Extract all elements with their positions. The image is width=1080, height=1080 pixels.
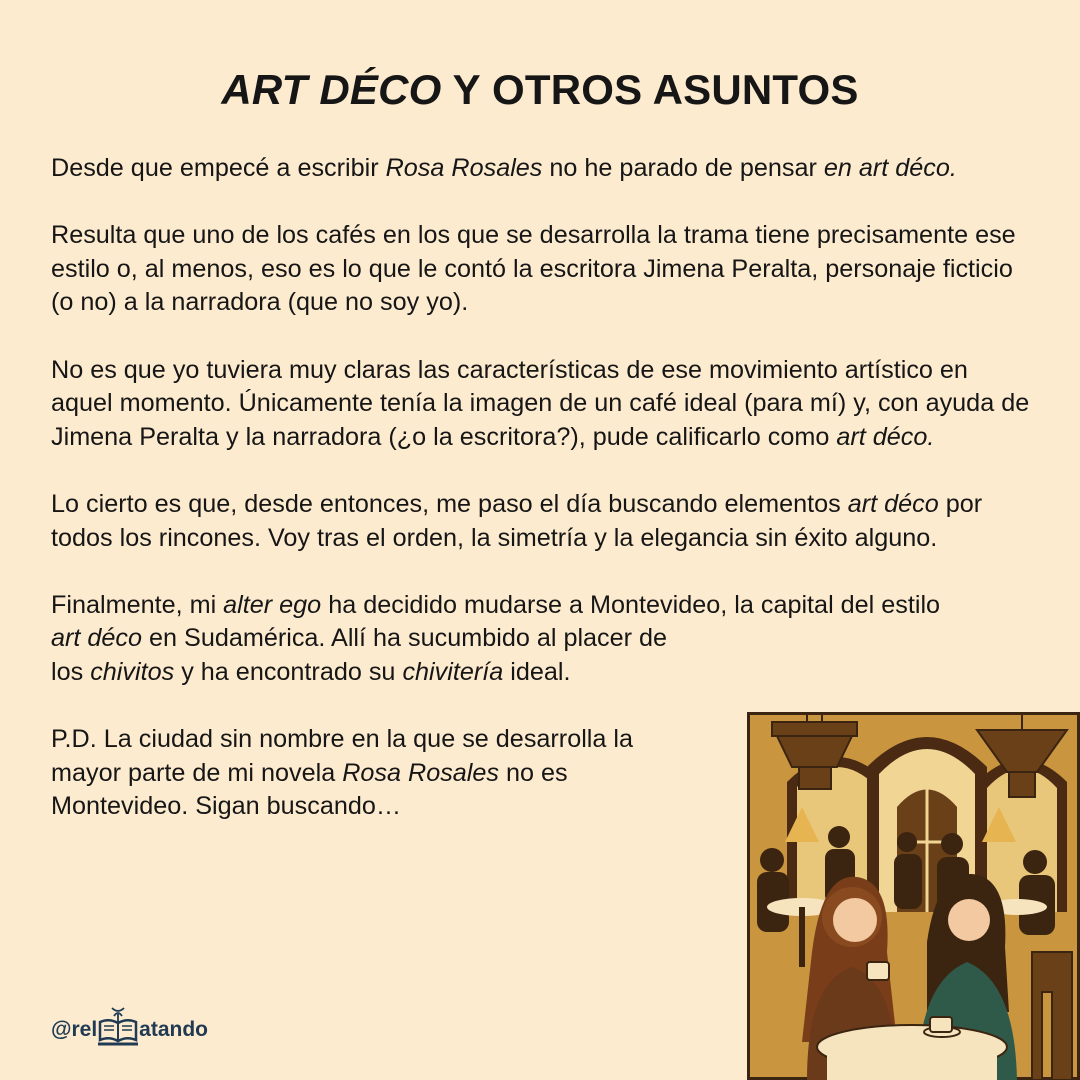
p6-text-d: no es bbox=[499, 758, 568, 787]
p3-text-a: No es que yo tuviera muy claras las características de ese movimiento artístico en aquel momento. Únicamente tenía la imagen de un café ideal (para mí) y, con ayuda de Jimena Peralta y la narradora (¿o la escritora?), pude calificarlo como bbox=[51, 355, 1030, 451]
p6-line-3: Montevideo. Sigan buscando… bbox=[51, 792, 402, 821]
p6-line-1: P.D. La ciudad sin nombre en la que se desarrolla la bbox=[51, 725, 634, 754]
p3-italic-b: art déco. bbox=[836, 422, 935, 451]
p1-text-a: Desde que empecé a escribir bbox=[51, 154, 386, 182]
p1-italic-b: Rosa Rosales bbox=[385, 154, 543, 182]
p5-text-c: ha decidido mudarse a Montevideo, la capital del estilo bbox=[321, 590, 941, 619]
p6-text-b: mayor parte de mi novela bbox=[51, 758, 343, 787]
p6-italic-c: Rosa Rosales bbox=[342, 758, 499, 787]
paragraph-2 bbox=[51, 219, 1031, 320]
p5-text-h: y ha encontrado su bbox=[174, 657, 403, 686]
p1-italic-d: en art déco. bbox=[823, 154, 957, 182]
p4-text-a: Lo cierto es que, desde entonces, me paso el día buscando elementos bbox=[51, 489, 848, 518]
p5-line-1 bbox=[51, 589, 1061, 623]
p5-text-j: ideal. bbox=[503, 657, 571, 686]
p5-italic-i: chivitería bbox=[402, 657, 504, 686]
handle-left: @rel bbox=[51, 1018, 98, 1041]
p2-text: Resulta que uno de los cafés en los que se desarrolla la trama tiene precisamente ese estilo o, al menos, eso es lo que le contó la escritora Jimena Peralta, personaje ficticio (o no) a la narradora (que no soy yo). bbox=[51, 221, 1016, 317]
p5-italic-b: alter ego bbox=[223, 590, 322, 619]
p4-italic-b: art déco bbox=[847, 489, 939, 518]
p5-text-a: Finalmente, mi bbox=[51, 590, 224, 619]
paragraph-5 bbox=[51, 589, 1061, 690]
p4-text-c: por todos los rincones. Voy tras el orden, la simetría y la elegancia sin éxito alguno. bbox=[51, 489, 983, 552]
title-rest: Y OTROS ASUNTOS bbox=[441, 66, 859, 113]
handle-right: atando bbox=[139, 1018, 209, 1041]
page-title bbox=[0, 66, 1080, 114]
p5-italic-d: art déco bbox=[51, 624, 143, 653]
art-deco-cafe-illustration bbox=[747, 712, 1080, 1080]
open-book-icon bbox=[98, 1004, 138, 1046]
p5-text-e: en Sudamérica. Allí ha sucumbido al placer de bbox=[142, 624, 668, 653]
paragraph-3 bbox=[51, 354, 1036, 455]
title-italic: ART DÉCO bbox=[221, 66, 442, 113]
paragraph-4 bbox=[51, 488, 1036, 555]
p1-text-c: no he parado de pensar bbox=[542, 154, 824, 182]
p5-line-3 bbox=[51, 656, 1061, 690]
p5-italic-g: chivitos bbox=[90, 657, 175, 686]
p5-line-2 bbox=[51, 622, 1061, 656]
p5-text-f: los bbox=[51, 657, 91, 686]
author-handle bbox=[51, 1004, 208, 1042]
paragraph-1 bbox=[51, 152, 1061, 186]
